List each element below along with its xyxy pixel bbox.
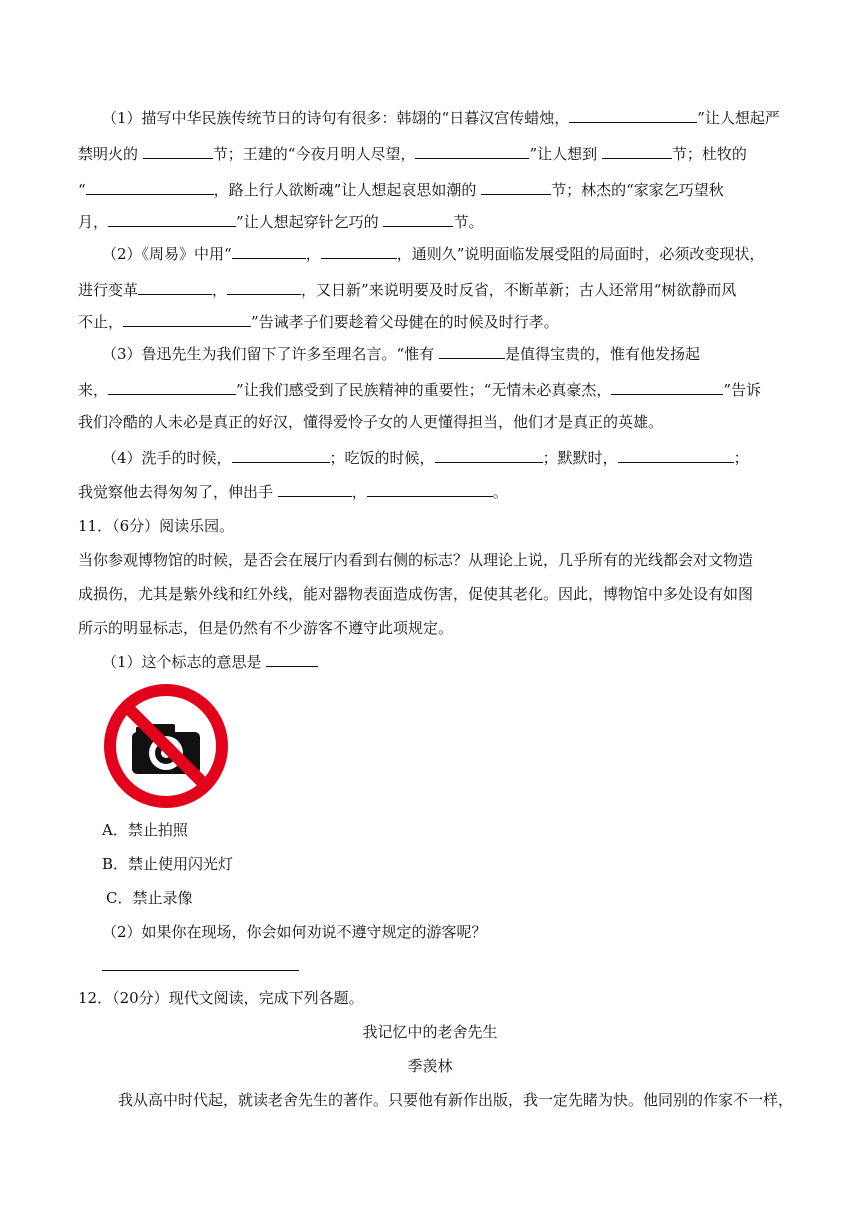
answer-blank[interactable] bbox=[439, 344, 505, 359]
text: ”让人想到 bbox=[529, 145, 598, 163]
answer-blank[interactable] bbox=[415, 144, 529, 159]
text: （2）《周易》中用“ bbox=[102, 245, 232, 263]
text: 月， bbox=[78, 213, 109, 231]
answer-line[interactable] bbox=[102, 970, 299, 971]
q10-p4-line1 bbox=[102, 448, 749, 468]
q11-intro-line2: 成损伤，尤其是紫外线和红外线，能对器物表面造成伤害，促使其老化。因此，博物馆中多处设有如图 bbox=[78, 585, 754, 603]
text: ； bbox=[733, 449, 749, 467]
text: 禁明火的 bbox=[78, 145, 139, 163]
answer-blank[interactable] bbox=[611, 380, 723, 395]
text: 我觉察他去得匆匆了，伸出手 bbox=[78, 483, 274, 501]
option-b[interactable]: B．禁止使用闪光灯 bbox=[102, 855, 234, 873]
text: 不止， bbox=[78, 313, 124, 331]
text: （3）鲁迅先生为我们留下了许多至理名言。“惟有 bbox=[102, 345, 435, 363]
answer-blank[interactable] bbox=[138, 280, 212, 295]
text: ， bbox=[212, 281, 228, 299]
q11-sub1 bbox=[102, 652, 318, 672]
no-camera-icon bbox=[102, 682, 230, 810]
text: 来， bbox=[78, 381, 109, 399]
q10-p1-line2 bbox=[78, 144, 747, 164]
text: ；默默时， bbox=[542, 449, 618, 467]
passage-title: 我记忆中的老舍先生 bbox=[362, 1023, 498, 1041]
q11-intro-line1: 当你参观博物馆的时候，是否会在展厅内看到右侧的标志？从理论上说，几乎所有的光线都会对文物造 bbox=[78, 551, 754, 569]
passage-paragraph: 我从高中时代起，就读老舍先生的著作。只要他有新作出版，我一定先睹为快。他同别的作家不一样， bbox=[118, 1091, 794, 1109]
q10-p1-line4 bbox=[78, 212, 483, 232]
answer-blank[interactable] bbox=[143, 144, 213, 159]
q10-p1-line1 bbox=[102, 108, 780, 128]
q10-p3-line1 bbox=[102, 344, 700, 364]
text: 节；林杰的“家家乞巧望秋 bbox=[551, 181, 724, 199]
text: ”告诉 bbox=[723, 381, 762, 399]
text: 我们冷酷的人未必是真正的好汉，懂得爱怜子女的人更懂得担当，他们才是真正的英雄。 bbox=[78, 413, 664, 431]
answer-blank[interactable] bbox=[227, 280, 301, 295]
passage-author: 季羡林 bbox=[407, 1057, 453, 1075]
option-c[interactable]: C．禁止录像 bbox=[106, 889, 193, 907]
text: ， bbox=[351, 483, 367, 501]
q12-header: 12．（20分）现代文阅读，完成下列各题。 bbox=[78, 989, 364, 1007]
answer-blank[interactable] bbox=[569, 108, 697, 123]
answer-blank[interactable] bbox=[108, 212, 236, 227]
answer-blank[interactable] bbox=[618, 448, 734, 463]
text: 是值得宝贵的，惟有他发扬起 bbox=[505, 345, 701, 363]
text: （4）洗手的时候， bbox=[102, 449, 232, 467]
answer-blank[interactable] bbox=[86, 180, 214, 195]
q11-header: 11．（6分）阅读乐园。 bbox=[78, 517, 235, 535]
answer-blank[interactable] bbox=[383, 212, 453, 227]
answer-blank[interactable] bbox=[602, 144, 672, 159]
answer-blank[interactable] bbox=[266, 652, 318, 667]
answer-blank[interactable] bbox=[232, 244, 306, 259]
answer-blank[interactable] bbox=[435, 448, 543, 463]
q10-p3-line2 bbox=[78, 380, 761, 400]
q11-sub2: （2）如果你在现场，你会如何劝说不遵守规定的游客呢？ bbox=[102, 923, 487, 941]
text: ”让人想起穿针乞巧的 bbox=[236, 213, 379, 231]
text: ， bbox=[305, 245, 321, 263]
text: “ bbox=[78, 181, 86, 199]
q10-p4-line2 bbox=[78, 482, 508, 502]
text: ，又日新”来说明要及时反省，不断革新；古人还常用“树欲静而风 bbox=[301, 281, 737, 299]
q10-p1-line3 bbox=[78, 180, 724, 200]
answer-blank[interactable] bbox=[278, 482, 352, 497]
q10-p3-line3 bbox=[78, 412, 663, 432]
option-a[interactable]: A．禁止拍照 bbox=[102, 821, 188, 839]
text: 节；王建的“今夜月明人尽望， bbox=[212, 145, 416, 163]
text: 节；杜牧的 bbox=[671, 145, 747, 163]
text: （1）描写中华民族传统节日的诗句有很多：韩翃的“日暮汉宫传蜡烛， bbox=[102, 109, 570, 127]
text: （1）这个标志的意思是 bbox=[102, 653, 262, 671]
answer-blank[interactable] bbox=[367, 482, 493, 497]
text: ，通则久”说明面临发展受阻的局面时，必须改变现状， bbox=[396, 245, 765, 263]
q11-intro-line3: 所示的明显标志，但是仍然有不少游客不遵守此项规定。 bbox=[78, 619, 454, 637]
q10-p2-line3 bbox=[78, 312, 559, 332]
answer-blank[interactable] bbox=[232, 448, 330, 463]
text: 。 bbox=[492, 483, 508, 501]
text: ，路上行人欲断魂”让人想起哀思如潮的 bbox=[213, 181, 477, 199]
text: 进行变革 bbox=[78, 281, 139, 299]
q10-p2-line1 bbox=[102, 244, 764, 264]
text: ”让人想起严 bbox=[697, 109, 780, 127]
text: ”告诫孝子们要趁着父母健在的时候及时行孝。 bbox=[251, 313, 559, 331]
text: 节。 bbox=[453, 213, 484, 231]
text: ”让我们感受到了民族精神的重要性；“无情未必真豪杰， bbox=[236, 381, 612, 399]
answer-blank[interactable] bbox=[108, 380, 236, 395]
answer-blank[interactable] bbox=[123, 312, 251, 327]
text: ；吃饭的时候， bbox=[329, 449, 435, 467]
q10-p2-line2 bbox=[78, 280, 736, 300]
answer-blank[interactable] bbox=[481, 180, 551, 195]
answer-blank[interactable] bbox=[321, 244, 397, 259]
